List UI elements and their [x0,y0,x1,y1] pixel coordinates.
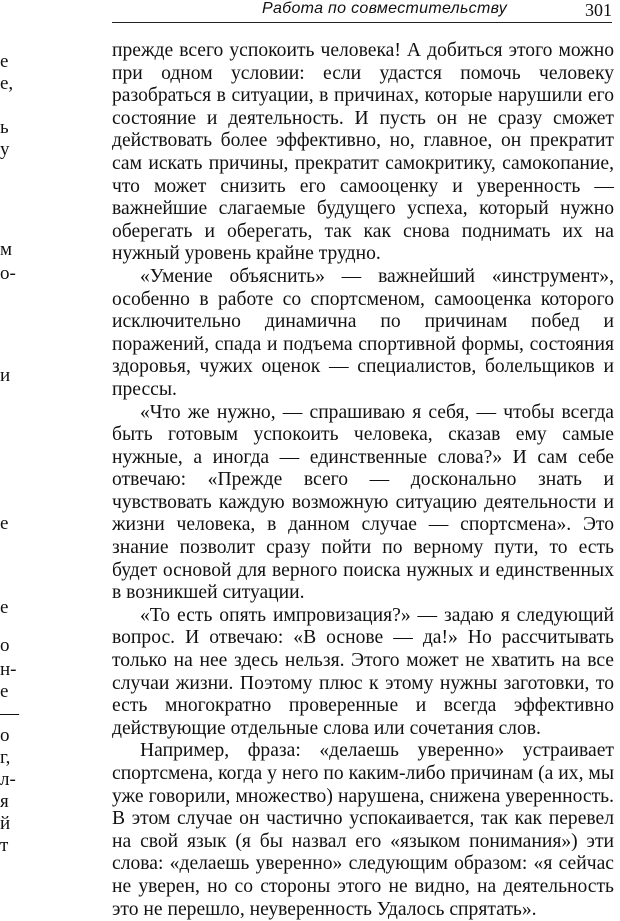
margin-fragment: о- [0,263,16,284]
margin-fragment: т [0,835,9,856]
margin-fragment: м [0,239,13,260]
margin-fragment: е, [0,73,14,94]
page-number: 301 [585,0,612,20]
margin-fragment: ь [0,117,9,138]
paragraph-2: «Умение объяснить» — важнейший «инструмент», особенно в работе со спортсменом, самооценка которого исключительно динамична по причинам побед и поражений, спада и подъема спортивной формы, состояния здоровья, чужих оценок — специалистов, болельщиков и прессы. [112,265,614,400]
margin-fragment: е [0,681,9,702]
margin-fragment: г, [0,747,11,768]
margin-fragment: — [0,703,19,724]
page-body-text [112,40,614,921]
left-margin-fragments [0,0,19,860]
paragraph-1: прежде всего успокоить человека! А добиться этого можно при одном условии: если удастся помочь человеку разобраться в ситуации, в причинах, которые нарушили его состояние и деятельность. И пусть он не сразу сможет действовать более эффективно, но, главное, он прекратит сам искать причины, прекратит самокритику, самокопание, что может снизить его самооценку и уверенность — важнейшие слагаемые будущего успеха, который нужно оберегать и оберегать, так как снова поднимать их на нужный уровень крайне трудно. [112,40,614,265]
margin-fragment: о [0,725,10,746]
paragraph-5: Например, фраза: «делаешь уверенно» устраивает спортсмена, когда у него по каким-либо причинам (а их, мы уже говорили, множество) нарушена, снижена уверенность. В этом случае он частично успокаивается, так как перевел на свой язык (я бы назвал его «языком понимания») эти слова: «делаешь уверенно» следующим образом: «я сейчас не уверен, но со стороны этого не видно, на деятельность это не перешло, неуверенность Удалось спрятать». [112,740,614,920]
margin-fragment: е [0,513,9,534]
margin-fragment: й [0,813,11,834]
margin-fragment: я [0,791,9,812]
margin-fragment: н- [0,659,17,680]
margin-fragment: е [0,597,9,618]
margin-fragment: л- [0,769,16,790]
margin-fragment: и [0,365,11,386]
paragraph-4: «То есть опять импровизация?» — задаю я следующий вопрос. И отвечаю: «В основе — да!» Но рассчитывать только на нее здесь нельзя. Этого может не хватить на все случаи жизни. Поэтому плюс к этому нужны заготовки, то есть многократно проверенные и всегда эффективно действующие отдельные слова или сочетания слов. [112,604,614,739]
running-title: Работа по совместительству [262,0,508,17]
paragraph-3: «Что же нужно, — спрашиваю я себя, — чтобы всегда быть готовым успокоить человека, сказав ему самые нужные, а иногда — единственные слова?» И сам себе отвечаю: «Прежде всего — досконально знать и чувствовать каждую возможную ситуацию деятельности и жизни человека, в данном случае — спортсмена». Это знание позволит сразу пойти по верному пути, то есть будет основой для верного поиска нужных и единственных в возникшей ситуации. [112,401,614,604]
page-header [112,0,612,23]
margin-fragment: о [0,635,10,656]
margin-fragment: е [0,51,9,72]
margin-fragment: у [0,139,10,160]
